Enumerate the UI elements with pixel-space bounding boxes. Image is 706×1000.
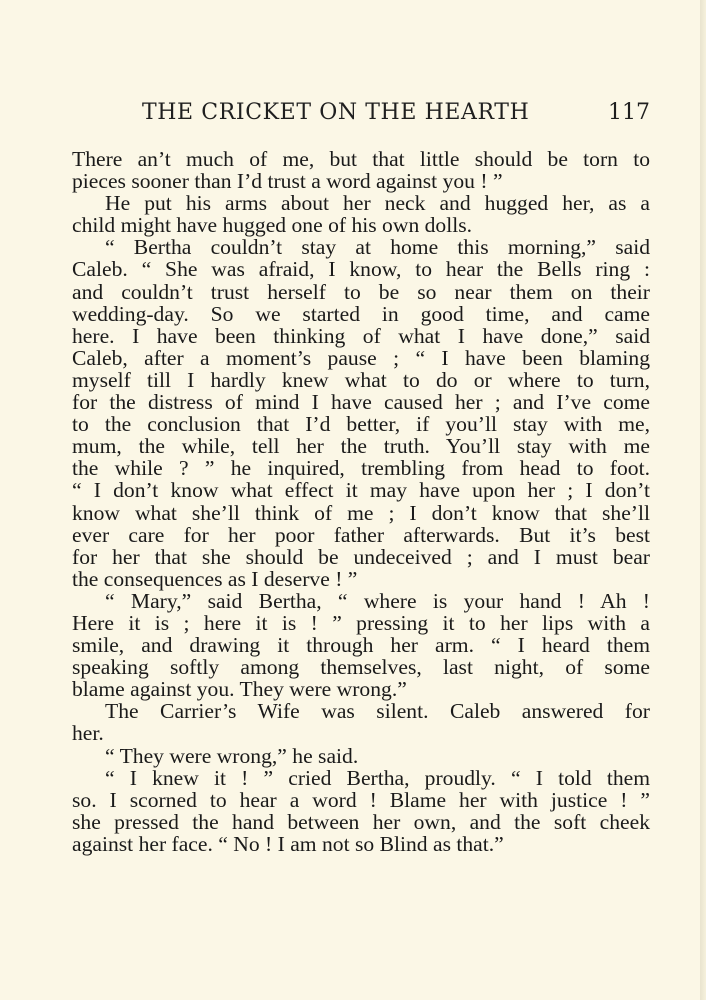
text-line: blame against you. They were wrong.” — [72, 677, 407, 702]
text-line: “ They were wrong,” he said. — [105, 743, 359, 768]
text-line: for the distress of mind I have caused her ; and I’ve come — [72, 390, 650, 415]
text-line: ever care for her poor father afterwards. But it’s best — [72, 522, 650, 547]
text-line: child might have hugged one of his own dolls. — [72, 213, 473, 238]
text-line: here. I have been thinking of what I have done,” said — [72, 323, 650, 348]
text-line: her. — [72, 721, 104, 746]
text-line: He put his arms about her neck and hugged her, as a — [105, 191, 650, 216]
text-line: smile, and drawing it through her arm. “ I heard them — [72, 633, 650, 658]
text-line: The Carrier’s Wife was silent. Caleb answered for — [105, 699, 650, 724]
text-line: Caleb, after a moment’s pause ; “ I have been blaming — [72, 345, 650, 370]
text-line: against her face. “ No ! I am not so Blind as that.” — [72, 831, 504, 856]
text-line: “ I knew it ! ” cried Bertha, proudly. “ I told them — [105, 765, 650, 790]
body-text — [72, 148, 650, 855]
text-line: for her that she should be undeceived ; and I must bear — [72, 544, 650, 569]
text-line: pieces sooner than I’d trust a word against you ! ” — [72, 169, 503, 194]
text-line: and couldn’t trust herself to be so near them on their — [72, 279, 650, 304]
page-number: 117 — [608, 100, 650, 125]
text-line: she pressed the hand between her own, and the soft cheek — [72, 809, 650, 834]
text-line: to the conclusion that I’d better, if you’ll stay with me, — [72, 412, 650, 437]
running-head — [72, 98, 650, 132]
page-edge-shadow — [700, 0, 706, 1000]
text-line: Here it is ; here it is ! ” pressing it to her lips with a — [72, 610, 650, 635]
text-line: know what she’ll think of me ; I don’t know that she’ll — [72, 500, 650, 525]
text-line: mum, the while, tell her the truth. You’ll stay with me — [72, 434, 650, 459]
text-line: Caleb. “ She was afraid, I know, to hear the Bells ring : — [72, 257, 650, 282]
text-line: the consequences as I deserve ! ” — [72, 566, 358, 591]
text-line: myself till I hardly knew what to do or where to turn, — [72, 367, 650, 392]
text-line: speaking softly among themselves, last night, of some — [72, 655, 650, 680]
text-line: wedding-day. So we started in good time, and came — [72, 301, 650, 326]
text-line: “ I don’t know what effect it may have upon her ; I don’t — [72, 478, 650, 503]
text-line: so. I scorned to hear a word ! Blame her with justice ! ” — [72, 787, 650, 812]
text-line: There an’t much of me, but that little should be torn to — [72, 147, 650, 171]
text-line: “ Bertha couldn’t stay at home this morning,” said — [105, 235, 650, 260]
running-head-title: THE CRICKET ON THE HEARTH — [142, 100, 530, 125]
text-line: “ Mary,” said Bertha, “ where is your hand ! Ah ! — [105, 588, 650, 613]
text-line: the while ? ” he inquired, trembling from head to foot. — [72, 456, 650, 481]
